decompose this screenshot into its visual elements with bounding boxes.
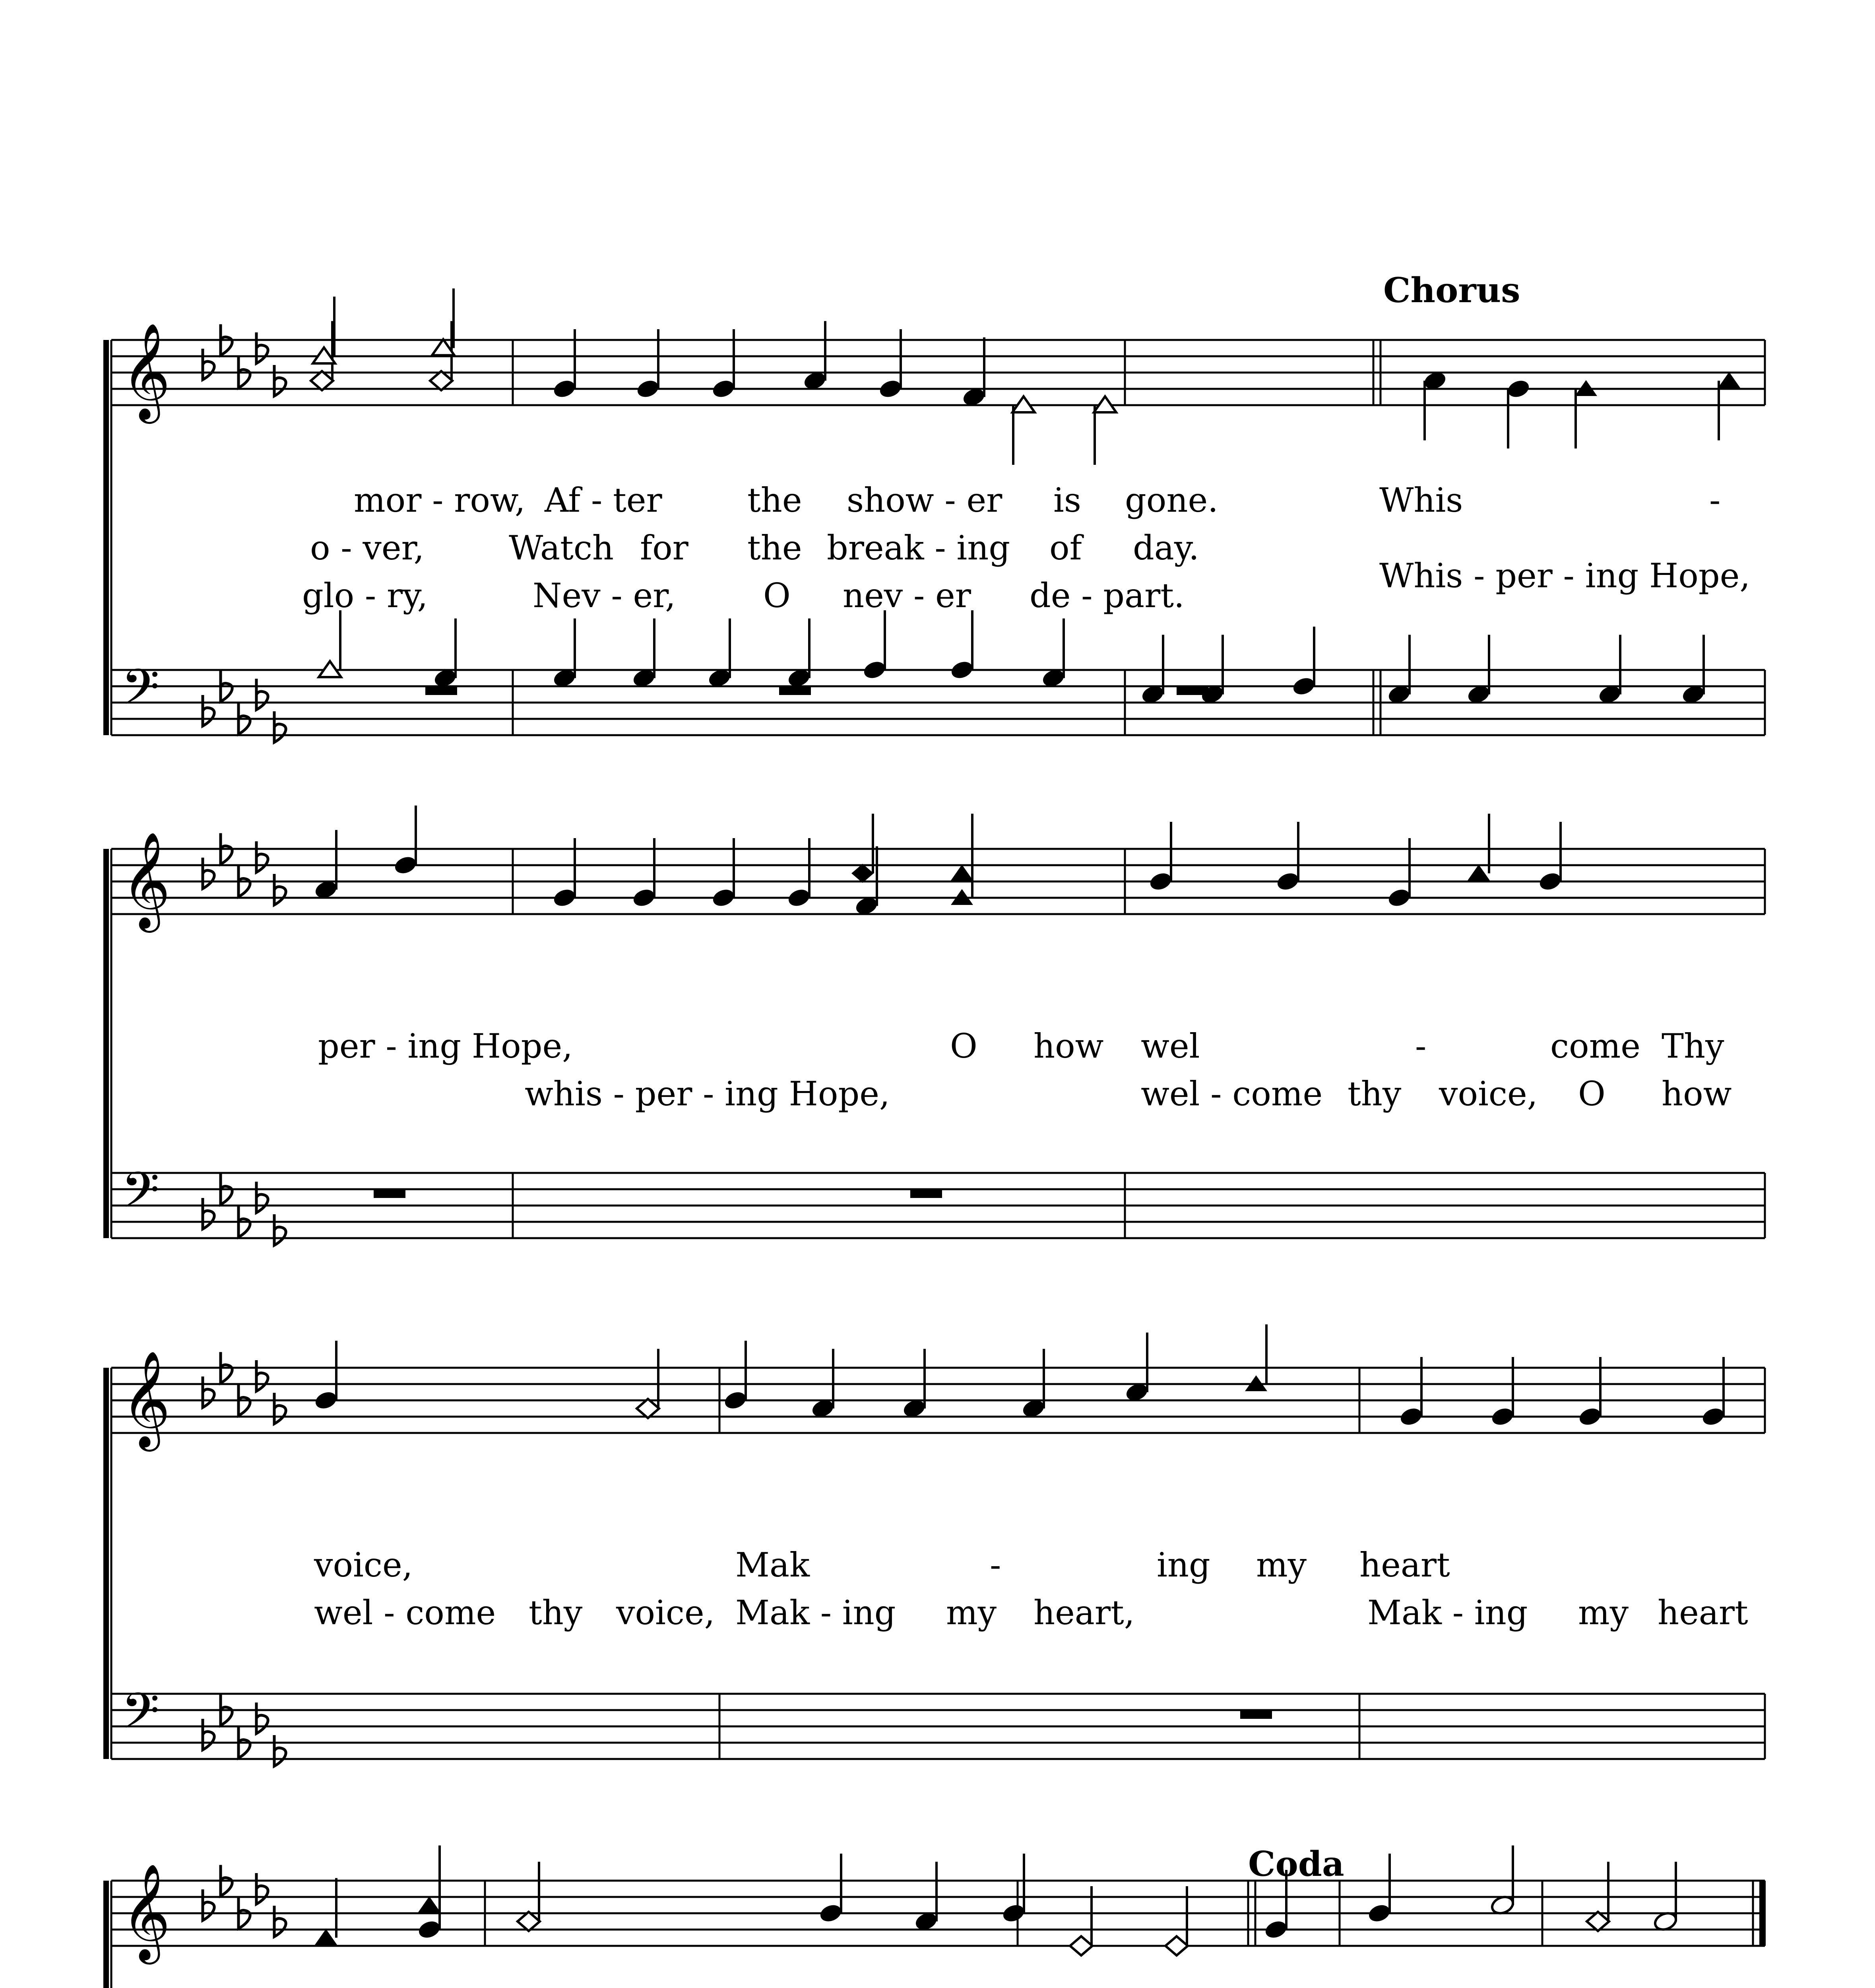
rest-icon [910, 1189, 942, 1198]
note-head [1263, 1918, 1289, 1940]
treble-clef-icon: 𝄞 [121, 322, 171, 419]
note-head [1291, 675, 1317, 697]
lyric: - [1709, 481, 1721, 520]
lyric: de - part. [1030, 576, 1185, 615]
flat-icon [274, 1393, 286, 1424]
lyric: day. [1133, 528, 1199, 567]
note-head [711, 378, 736, 400]
note-head [1577, 1406, 1603, 1427]
flat-icon [256, 841, 268, 872]
lyric-verse3-sys1: glo - ry, [302, 576, 428, 615]
flat-icon [256, 679, 268, 710]
lyric: Watch [509, 528, 614, 567]
chorus-label: Chorus [1383, 270, 1520, 311]
system-4 [103, 1863, 1766, 1988]
note-head [430, 371, 452, 390]
flat-icon [256, 1182, 268, 1213]
lyric: come [1550, 1027, 1640, 1066]
note-head [711, 887, 736, 909]
lyric: per - ing Hope, [318, 1027, 573, 1066]
flat-icon [274, 1735, 286, 1766]
lyric: O [950, 1027, 977, 1066]
lyric: break - ing [827, 528, 1010, 567]
flat-icon [256, 1703, 268, 1734]
lyric: the [747, 481, 802, 520]
bass-clef-icon: 𝄢 [121, 1162, 160, 1231]
lyric: voice, [616, 1593, 715, 1632]
lyric-verse2-sys1: o - ver, [310, 528, 425, 567]
lyric: of [1049, 528, 1082, 567]
flat-icon [256, 332, 268, 363]
system-bracket [103, 1881, 109, 1988]
lyric: heart, [1033, 1593, 1135, 1632]
flat-icon [203, 349, 214, 380]
note-head [552, 378, 577, 400]
final-barline [1759, 1881, 1766, 1946]
flat-icon [203, 1376, 214, 1408]
note-head [786, 887, 812, 909]
note-head [949, 659, 975, 681]
lyric: wel - come [1141, 1074, 1323, 1113]
note-head [723, 1389, 748, 1411]
lyric: whis - per - ing Hope, [525, 1074, 890, 1113]
note-head [818, 1902, 843, 1924]
note-head [1386, 887, 1412, 909]
bass-clef-icon: 𝄢 [121, 659, 160, 728]
note-head [862, 659, 887, 681]
lyric: for [640, 528, 688, 567]
treble-clef-icon: 𝄞 [121, 831, 171, 928]
lyric: is [1053, 481, 1081, 520]
system-1-lyrics [302, 481, 1750, 615]
lyric: Whis [1379, 481, 1463, 520]
note-head [552, 887, 577, 909]
note-head [1398, 1406, 1424, 1427]
flat-icon [203, 695, 214, 726]
note-head [851, 864, 874, 883]
note-head [393, 854, 418, 876]
note-head [417, 1918, 442, 1940]
treble-clef-icon: 𝄞 [121, 1863, 171, 1960]
lyric: wel [1141, 1027, 1200, 1066]
treble-clef-icon: 𝄞 [121, 1350, 171, 1447]
lyric: O [763, 576, 791, 615]
rest-icon [374, 1189, 405, 1198]
note-head [1275, 870, 1301, 892]
note-head [1700, 1406, 1726, 1427]
system-bracket [103, 849, 109, 1238]
note-head [315, 1929, 337, 1945]
coda-label: Coda [1248, 1844, 1344, 1884]
system-2-lyrics [318, 1027, 1732, 1113]
lyric: my [946, 1593, 997, 1632]
note-head [631, 887, 657, 909]
note-head [1001, 1902, 1026, 1924]
lyric: how [1662, 1074, 1732, 1113]
flat-icon [203, 1889, 214, 1920]
note-head [418, 1897, 440, 1912]
note-head [1538, 870, 1563, 892]
system-bracket [103, 340, 109, 735]
bass-clef-icon: 𝄢 [121, 1683, 160, 1752]
lyric: Thy [1662, 1027, 1724, 1066]
lyric: Nev - er, [533, 576, 676, 615]
lyric: voice, [1439, 1074, 1538, 1113]
rest-icon [425, 686, 457, 695]
flat-icon [256, 1360, 268, 1391]
lyric: wel - come [314, 1593, 496, 1632]
rest-icon [1177, 686, 1208, 695]
flat-icon [274, 1906, 286, 1937]
lyric: my [1578, 1593, 1629, 1632]
lyric: heart [1658, 1593, 1748, 1632]
note-head [1718, 372, 1740, 388]
lyric: Mak - ing [735, 1593, 896, 1632]
note-head [1587, 1912, 1609, 1931]
flat-icon [203, 858, 214, 889]
system-3-lyrics [314, 1545, 1748, 1632]
note-head [1070, 1936, 1092, 1955]
lyric: Mak - ing [1367, 1593, 1528, 1632]
system-bracket [103, 1368, 109, 1759]
rest-icon [779, 686, 811, 695]
lyric: thy [1348, 1074, 1402, 1113]
note-head [1165, 1936, 1188, 1955]
lyric: the [747, 528, 802, 567]
note-head [635, 378, 661, 400]
note-head [518, 1912, 540, 1931]
lyric: nev - er [843, 576, 971, 615]
lyric: - [990, 1545, 1001, 1584]
flat-icon [274, 711, 286, 742]
lyric: how [1033, 1027, 1104, 1066]
note-head [1148, 870, 1173, 892]
lyric: Whis - per - ing Hope, [1379, 556, 1751, 595]
lyric: voice, [314, 1545, 413, 1584]
lyric: gone. [1125, 481, 1218, 520]
lyric: heart [1359, 1545, 1450, 1584]
lyric: - [1415, 1027, 1427, 1066]
lyric: thy [529, 1593, 583, 1632]
note-head [637, 1399, 659, 1418]
note-head [1367, 1902, 1392, 1924]
note-head [951, 865, 973, 881]
lyric-verse1-sys1: mor - row, [354, 481, 525, 520]
flat-icon [203, 1719, 214, 1750]
note-head [878, 378, 903, 400]
lyric: ing [1157, 1545, 1210, 1584]
flat-icon [274, 365, 286, 396]
flat-icon [203, 1198, 214, 1229]
note-head [313, 1389, 339, 1411]
flat-icon [274, 874, 286, 905]
lyric: show - er [847, 481, 1002, 520]
flat-icon [256, 1873, 268, 1904]
lyric: O [1578, 1074, 1605, 1113]
flat-icon [274, 1214, 286, 1245]
rest-icon [1240, 1710, 1272, 1719]
note-head [1490, 1406, 1515, 1427]
note-head [1506, 378, 1531, 400]
lyric: Af - ter [545, 481, 662, 520]
lyric: my [1256, 1545, 1307, 1584]
lyric: Mak [735, 1545, 810, 1584]
note-head [1468, 865, 1490, 881]
note-head [311, 371, 333, 390]
